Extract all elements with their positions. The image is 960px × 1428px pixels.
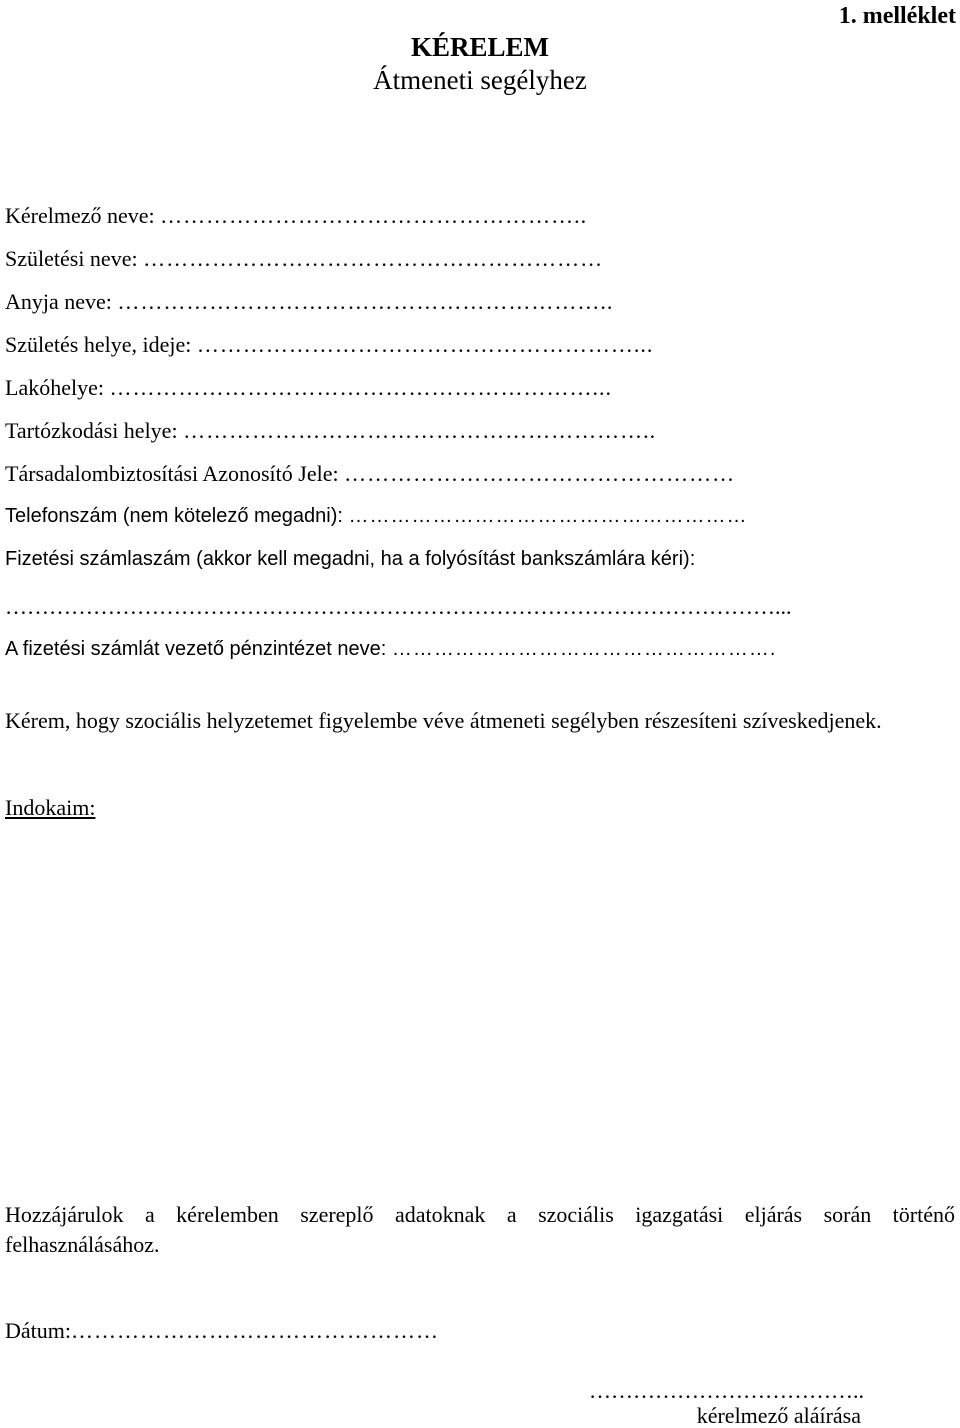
bank-name-blank[interactable]: ………………………………………………. [391,638,777,660]
residence-blank[interactable]: ………………………………………………………... [109,375,612,400]
ssn-label: Társadalombiztosítási Azonosító Jele: [5,461,339,486]
stay-place-blank[interactable]: …………………………………………………….. [183,418,657,443]
date-blank[interactable]: ………………………………………… [71,1318,439,1343]
phone-label: Telefonszám (nem kötelező megadni): [5,505,343,527]
account-number-blank[interactable]: ……………………………………………………………………………………………... [5,594,792,619]
birth-place-date-blank[interactable]: …………………………………………………... [196,332,654,357]
stay-place-label: Tartózkodási helye: [5,418,178,443]
annex-label: 1. melléklet [838,3,956,29]
bank-name-label: A fizetési számlát vezető pénzintézet neve: [5,638,387,660]
applicant-name-label: Kérelmező neve: [5,203,155,228]
bank-name-field[interactable] [5,639,955,659]
reasons-heading: Indokaim: [5,795,96,820]
request-paragraph: Kérem, hogy szociális helyzetemet figyelembe véve átmeneti segélyben részesíteni szíveskedjenek. [5,708,882,733]
residence-field[interactable] [5,377,955,399]
birth-name-blank[interactable]: …………………………………………………… [143,246,604,271]
applicant-name-blank[interactable]: ……………………………………………….. [160,203,588,228]
signature-blank[interactable]: ……………………………….. [589,1378,864,1403]
mother-name-blank[interactable]: ……………………………………………………….. [117,289,614,314]
applicant-name-field[interactable] [5,205,955,227]
signature-label: kérelmező aláírása [696,1403,861,1428]
stay-place-field[interactable] [5,420,955,442]
account-number-field [5,549,955,569]
birth-name-field[interactable] [5,248,955,270]
residence-label: Lakóhelye: [5,375,104,400]
date-label: Dátum: [5,1318,71,1343]
phone-field[interactable] [5,506,955,526]
ssn-field[interactable] [5,463,955,485]
birth-name-label: Születési neve: [5,246,138,271]
consent-paragraph: Hozzájárulok a kérelemben szereplő adatoknak a szociális igazgatási eljárás során történő felhasználásához. [5,1202,955,1257]
mother-name-label: Anyja neve: [5,289,112,314]
ssn-blank[interactable]: …………………………………………… [344,461,736,486]
birth-place-date-label: Születés helye, ideje: [5,332,192,357]
mother-name-field[interactable] [5,291,955,313]
phone-blank[interactable]: ………………………………………………… [348,505,748,527]
date-field[interactable] [5,1320,439,1342]
birth-place-date-field[interactable] [5,334,955,356]
form-subtitle: Átmeneti segélyhez [373,65,587,95]
form-title: KÉRELEM [410,32,550,62]
account-number-label: Fizetési számlaszám (akkor kell megadni, ha a folyósítást bankszámlára kéri): [5,548,696,570]
